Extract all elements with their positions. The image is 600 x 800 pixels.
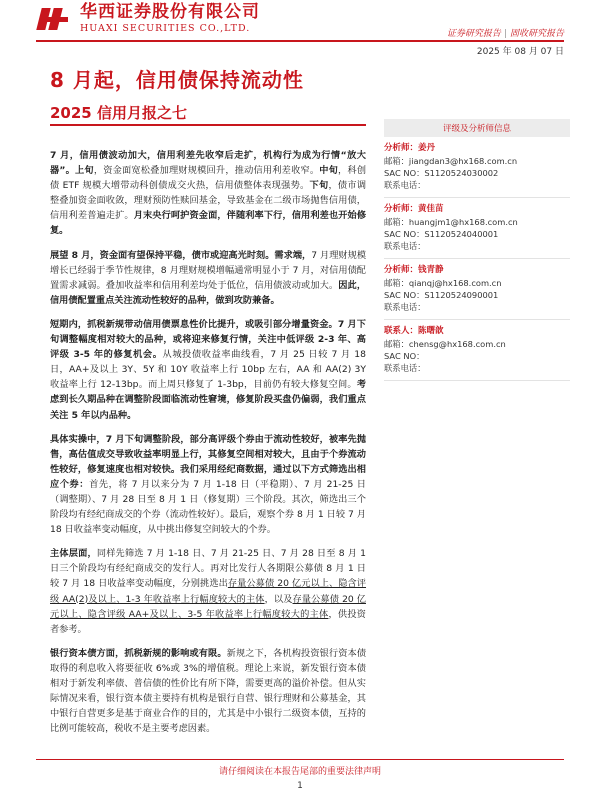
logo-mark-icon [36, 6, 74, 32]
legal-notice: 请仔细阅读在本报告尾部的重要法律声明 [218, 767, 381, 777]
body-text: 首先，将 7 月以来分为 7 月 1-18 日（平稳期）、7 月 21-25 日（调整期）、7 月 28 日至 8 月 1 日（修复期）三个阶段。其次，筛选出三个阶段均有经纪商成交的个券（流动性较好）。最后，观察个券 8 月 1 日较 7 月 18 日收益率变动幅度，从中挑出修复空间较大的个券。 [50, 478, 366, 536]
body-paragraph [50, 646, 366, 737]
category-separator: | [503, 29, 507, 39]
analyst-name: 分析师：黄佳苗 [384, 204, 444, 214]
analyst-phone: 联系电话： [384, 241, 426, 251]
analyst-sac-number: SAC NO：S1120524090001 [384, 290, 499, 300]
report-category [447, 26, 564, 39]
body-paragraph [50, 148, 366, 239]
analyst-sac-number: SAC NO： [384, 351, 425, 361]
body-text: ，以及 [264, 593, 293, 605]
analyst-sac-number: SAC NO：S1120524040001 [384, 229, 499, 239]
analyst-sidebar [384, 119, 570, 381]
underlined-text: 存量公募债 20 亿元以上、隐含评级 AA+及以上、3-5 年收益率上行幅度较大的主体 [50, 593, 366, 620]
header-divider [36, 40, 564, 42]
analyst-email: 邮箱：qianqj@hx168.com.cn [384, 278, 502, 288]
bold-text: 7 月，信用债波动加大，信用利差先收窄后走扩，机构行为成为行情“放大器”。上旬 [50, 150, 366, 177]
body-text: ，资金面宽松叠加理财规模回升，推动信用利差收窄。 [93, 165, 320, 177]
analyst-name: 分析师：钱青静 [384, 265, 444, 275]
analyst-email: 邮箱：chensg@hx168.com.cn [384, 339, 506, 349]
sidebar-heading: 评级及分析师信息 [384, 119, 570, 137]
analyst-email: 邮箱：huangjm1@hx168.com.cn [384, 217, 518, 227]
page-number: 1 [297, 781, 303, 791]
analyst-sac-number: SAC NO：S1120524030002 [384, 168, 499, 178]
report-title: 8 月起，信用债保持流动性 [50, 68, 304, 92]
body-text: 新规之下，各机构投资银行资本债取得的利息收入将要征收 6%或 3%的增值税。理论上来说，新发银行资本债相对于新发利率债、普信债的性价比有所下降，需要更高的溢价补偿。但从实际情况来看，银行资本债主要持有机构是银行自营、银行理财和公募基金，其中银行自营更多是基于商业合作的目的，尤其是中小银行二级资本债，互持的比例可能较高，税收不是主要考虑因素。 [50, 647, 367, 735]
company-logo [36, 4, 260, 34]
bold-text: 下旬 [309, 180, 329, 192]
analyst-card [384, 137, 570, 198]
analyst-phone: 联系电话： [384, 302, 426, 312]
bold-text: 银行资本债方面，抓税新规的影响或有限。 [50, 647, 227, 659]
bold-text: 具体实操中，7 月下旬调整阶段，部分高评级个券由于流动性较好，被率先抛售，高估值成交导致收益率明显上行，其修复空间相对较大，且由于个券流动性较好，修复速度也相对较快。我们采用经纪商数据，通过以下方式筛选出相应个券： [50, 433, 366, 490]
analyst-phone: 联系电话： [384, 363, 426, 373]
bold-text: 展望 8 月，资金面有望保持平稳，债市或迎高光时刻。需求端， [50, 249, 312, 261]
body-paragraph [50, 248, 366, 308]
body-text: ，科创债 ETF 规模大增带动科创债成交火热，信用债整体表现强势。 [50, 165, 367, 192]
bold-text: 考虑到长久期品种在调整阶段面临流动性窘境，修复阶段买盘仍偏弱，我们重点关注 5 年以内品种。 [50, 379, 366, 421]
bold-text: 月末央行呵护资金面，伴随利率下行，信用利差也开始修复。 [50, 210, 367, 237]
analyst-name: 分析师：姜丹 [384, 143, 436, 153]
analyst-email: 邮箱：jiangdan3@hx168.com.cn [384, 156, 518, 166]
analyst-name: 联系人：陈曙歆 [384, 326, 444, 336]
body-text: 同样先筛选 7 月 1-18 日、7 月 21-25 日、7 月 28 日至 8 月 1 日三个阶段均有经纪商成交的发行人。再对比发行人各期限公募债 8 月 1 日较 7 月 18 日收益率变动幅度，分别挑选出 [50, 548, 367, 590]
body-text: 从城投债收益率曲线看，7 月 25 日较 7 月 18 日，AA+及以上 3Y、5Y 和 10Y 收益率上行 10bp 左右，AA 和 AA(2) 3Y 收益率上行 12-13bp。而上周只修复了 1-3bp，目前仍有较大修复空间。 [50, 349, 366, 391]
analyst-card [384, 259, 570, 320]
bold-text: 主体层面， [50, 548, 97, 560]
report-body [50, 148, 366, 745]
category-securities-research: 证券研究报告 [446, 29, 501, 39]
analyst-phone: 联系电话： [384, 180, 426, 190]
report-subtitle: 2025 信用月报之七 [50, 104, 187, 122]
footer-divider [36, 759, 564, 760]
body-paragraph [50, 317, 366, 423]
report-date: 2025 年 08 月 07 日 [476, 47, 564, 57]
bold-text: 中旬 [319, 165, 339, 177]
analyst-card [384, 320, 570, 381]
logo-cn-text: 华西证券股份有限公司 [80, 2, 260, 22]
subtitle-divider [50, 124, 366, 126]
analyst-card [384, 198, 570, 259]
body-text: 7 月理财规模增长已经弱于季节性规律，8 月理财规模增幅通常明显小于 7 月，对信用债配置需求减弱。叠加收益率和信用利差均处于低位，信用债波动或加大。 [50, 249, 367, 291]
logo-en-text: HUAXI SECURITIES CO.,LTD. [80, 23, 251, 34]
category-fixed-income: 固收研究报告 [509, 29, 564, 39]
underlined-text: 存量公募债 20 亿元以上、隐含评级 AA(2)及以上、1-3 年收益率上行幅度较大的主体 [50, 578, 367, 605]
body-paragraph [50, 546, 366, 637]
body-paragraph [50, 432, 366, 538]
bold-text: 因此，信用债配置重点关注流动性较好的品种，做到攻防兼备。 [50, 279, 367, 306]
body-text: ，债市调整叠加资金面收敛，理财预防性赎回基金，导致基金在二级市场抛售信用债，信用利差普遍走扩。 [50, 180, 367, 222]
body-text: ，供投资者参考。 [50, 608, 366, 635]
bold-text: 短期内，抓税新规带动信用债票息性价比提升，或吸引部分增量资金。7 月下旬调整幅度相对较大的品种，或将迎来修复行情，关注中低评级 2-3 年、高评级 3-5 年的修复机会。 [50, 318, 366, 361]
